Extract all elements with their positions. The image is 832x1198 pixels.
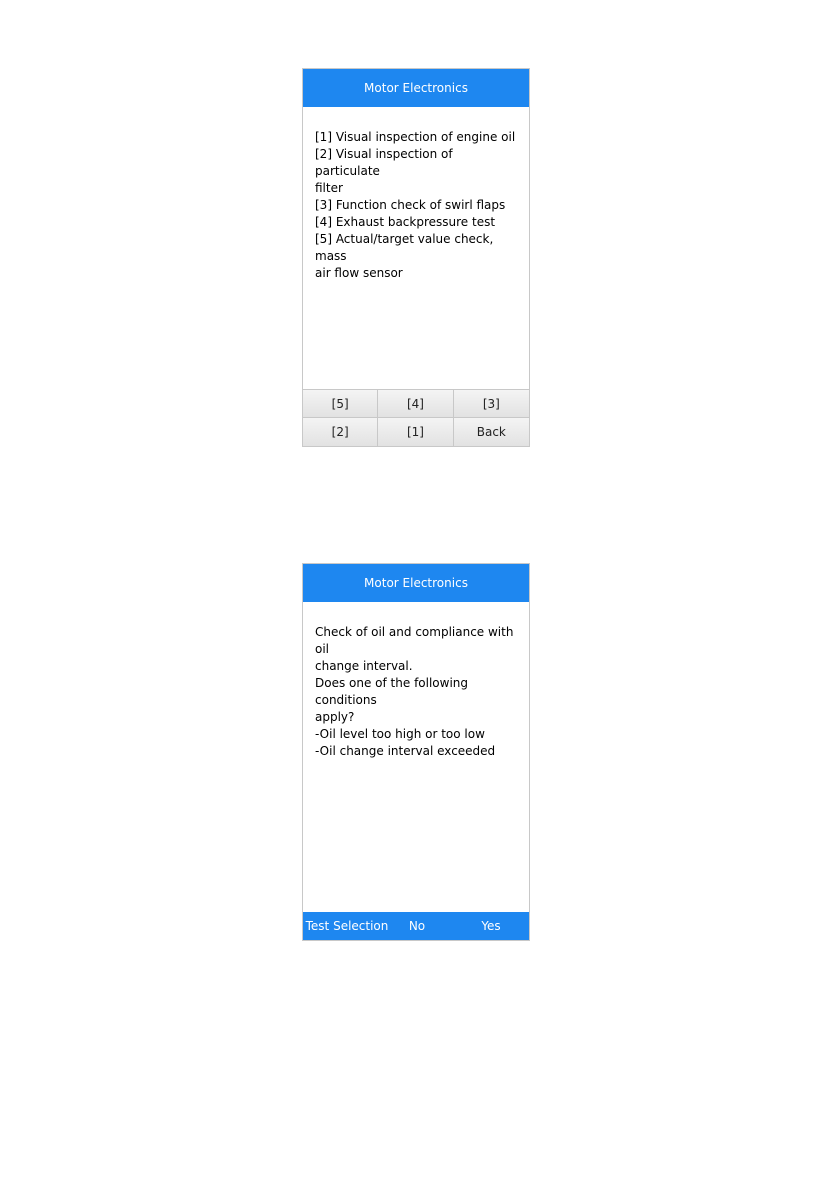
title-bar [303, 564, 529, 602]
screen-oil-check [302, 563, 530, 941]
message-line: -Oil change interval exceeded [315, 744, 496, 758]
screen-title: Motor Electronics [364, 576, 468, 590]
menu-item-1[interactable]: [1] Visual inspection of engine oil [315, 130, 516, 144]
menu-item-4[interactable]: [4] Exhaust backpressure test [315, 215, 496, 229]
menu-list [315, 129, 521, 282]
test-selection-button[interactable]: Test Selection [305, 919, 389, 933]
yes-button[interactable]: Yes [481, 919, 501, 933]
menu-item-5-cont[interactable]: air flow sensor [315, 266, 403, 280]
message-line: change interval. [315, 659, 413, 673]
button-grid [303, 389, 529, 446]
menu-item-5[interactable]: [5] Actual/target value check, mass [315, 232, 498, 263]
message-line: Does one of the following conditions [315, 676, 472, 707]
message-line: Check of oil and compliance with oil [315, 625, 518, 656]
button-4[interactable]: [4] [378, 390, 453, 418]
button-5[interactable]: [5] [303, 390, 378, 418]
menu-item-2-cont[interactable]: filter [315, 181, 343, 195]
title-bar [303, 69, 529, 107]
message-line: apply? [315, 710, 355, 724]
button-1[interactable]: [1] [378, 418, 453, 446]
no-button[interactable]: No [408, 919, 426, 933]
message-line: -Oil level too high or too low [315, 727, 485, 741]
message-text [315, 624, 521, 760]
menu-item-3[interactable]: [3] Function check of swirl flaps [315, 198, 506, 212]
screen-test-selection [302, 68, 530, 447]
menu-item-2[interactable]: [2] Visual inspection of particulate [315, 147, 457, 178]
button-2[interactable]: [2] [303, 418, 378, 446]
screen-title: Motor Electronics [364, 81, 468, 95]
back-button[interactable]: Back [454, 418, 529, 446]
footer-bar [303, 912, 529, 940]
button-3[interactable]: [3] [454, 390, 529, 418]
